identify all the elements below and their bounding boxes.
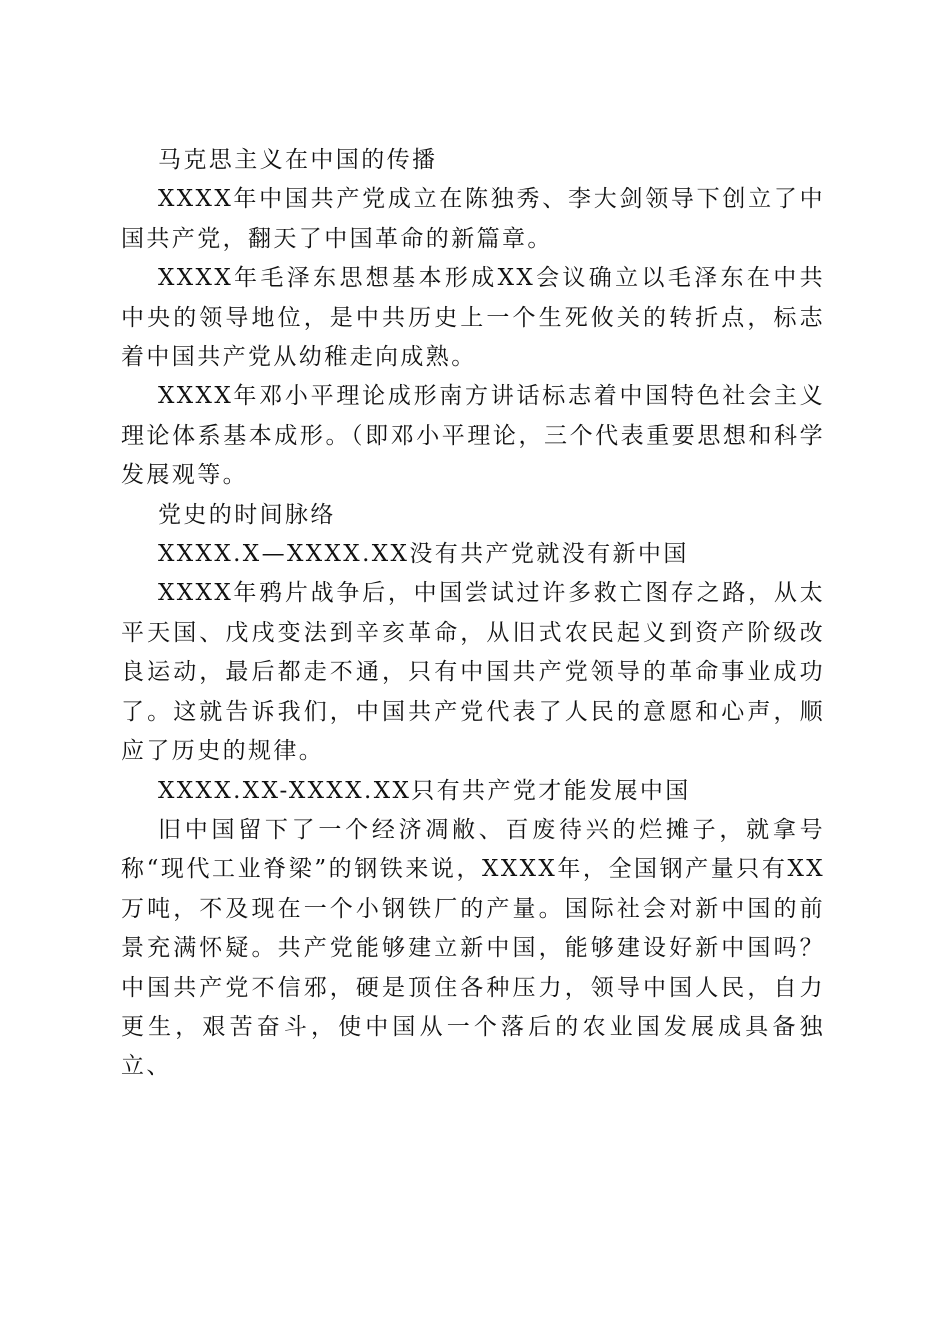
section-heading-marxism: 马克思主义在中国的传播 bbox=[158, 147, 438, 173]
paragraph-deng-theory: XXXX年邓小平理论成形南方讲话标志着中国特色社会主义理论体系基本成形。（即邓小平理论，三个代表重要思想和科学发展观等。 bbox=[121, 383, 825, 489]
paragraph-party-founding: XXXX年中国共产党成立在陈独秀、李大剑领导下创立了中国共产党，翻天了中国革命的新篇章。 bbox=[121, 186, 825, 252]
document-body bbox=[121, 141, 825, 1087]
subheading-no-new-china: XXXX.X—XXXX.XX没有共产党就没有新中国 bbox=[158, 541, 689, 568]
section-heading-timeline: 党史的时间脉络 bbox=[158, 501, 336, 528]
paragraph-opium-war: XXXX年鸦片战争后，中国尝试过许多救亡图存之路，从太平天国、戊戌变法到辛亥革命，从旧式农民起义到资产阶级改良运动，最后都走不通，只有中国共产党领导的革命事业成功了。这就告诉我们，中国共产党代表了人民的意愿和心声，顺应了历史的规律。 bbox=[121, 580, 825, 765]
paragraph-mao-thought: XXXX年毛泽东思想基本形成XX会议确立以毛泽东在中共中央的领导地位，是中共历史上一个生死攸关的转折点，标志着中国共产党从幼稚走向成熟。 bbox=[121, 265, 825, 371]
subheading-develop-china: XXXX.XX-XXXX.XX只有共产党才能发展中国 bbox=[158, 777, 691, 804]
paragraph-old-china-economy: 旧中国留下了一个经济凋敝、百废待兴的烂摊子，就拿号称“现代工业脊梁”的钢铁来说，XXXX年，全国钢产量只有XX万吨，不及现在一个小钢铁厂的产量。国际社会对新中国的前景充满怀疑。共产党能够建立新中国，能够建设好新中国吗？中国共产党不信邪，硬是顶住各种压力，领导中国人民，自力更生，艰苦奋斗，使中国从一个落后的农业国发展成具备独立、 bbox=[121, 816, 825, 1080]
